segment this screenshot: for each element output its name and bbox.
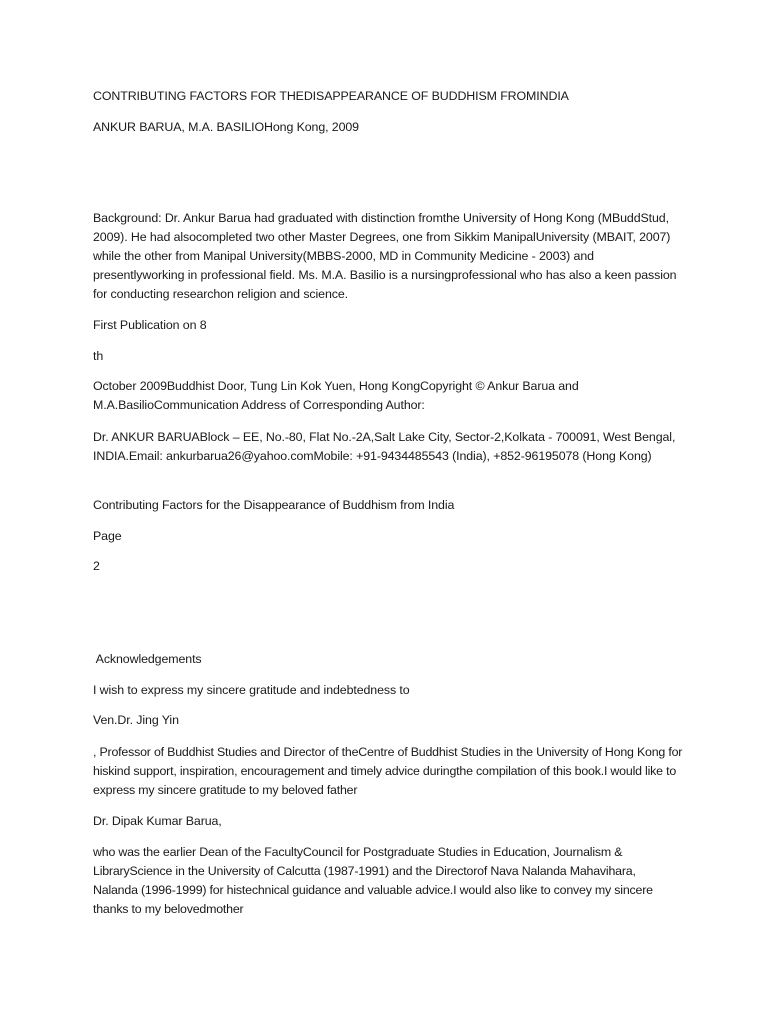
running-header: Contributing Factors for the Disappearance of Buddhism from India [93,498,455,512]
background-paragraph: Background: Dr. Ankur Barua had graduated with distinction fromthe University of Hong Kong (MBuddStud, 2009). He had alsocompleted two other Master Degrees, one from Sikkim ManipalUniversity (MBAIT, 2007) while the other from Manipal University(MBBS-2000, MD in Community Medicine - 2003) and presentlyworking in professional field. Ms. M.A. Basilio is a nursingprofessional who has also a keen passion for conducting researchon religion and science. [93,211,677,301]
page-label: Page [93,529,122,543]
first-publication: First Publication on 8 [93,318,207,332]
document-title: CONTRIBUTING FACTORS FOR THEDISAPPEARANCE OF BUDDHISM FROMINDIA [93,89,569,103]
authors-line: ANKUR BARUA, M.A. BASILIOHong Kong, 2009 [93,120,359,134]
acknowledgements-heading: Acknowledgements [93,652,202,666]
person-2-description: who was the earlier Dean of the FacultyCouncil for Postgraduate Studies in Education, Journalism & LibraryScience in the University of Calcutta (1987-1991) and the Directorof Nava Nalanda Mahavihara, Nalanda (1996-1999) for histechnical guidance and valuable advice.I would also like to convey my sincere thanks to my belovedmother [93,845,653,916]
person-1-description: , Professor of Buddhist Studies and Director of theCentre of Buddhist Studies in the University of Hong Kong for hiskind support, inspiration, encouragement and timely advice duringthe compilation of this book.I would like to express my sincere gratitude to my beloved father [93,745,683,797]
author-address: Dr. ANKUR BARUABlock – EE, No.-80, Flat No.-2A,Salt Lake City, Sector-2,Kolkata - 700091, West Bengal, INDIA.Email: ankurbarua26@yahoo.comMobile: +91-9434485543 (India), +852-96195078 (Hong Kong) [93,430,676,463]
person-name-2: Dr. Dipak Kumar Barua, [93,814,222,828]
publication-info: October 2009Buddhist Door, Tung Lin Kok Yuen, Hong KongCopyright © Ankur Barua and M.A.BasilioCommunication Address of Corresponding Author: [93,379,579,412]
person-name-1: Ven.Dr. Jing Yin [93,713,179,727]
ack-intro: I wish to express my sincere gratitude and indebtedness to [93,683,410,697]
first-publication-suffix: th [93,349,104,363]
page-number: 2 [93,559,100,573]
